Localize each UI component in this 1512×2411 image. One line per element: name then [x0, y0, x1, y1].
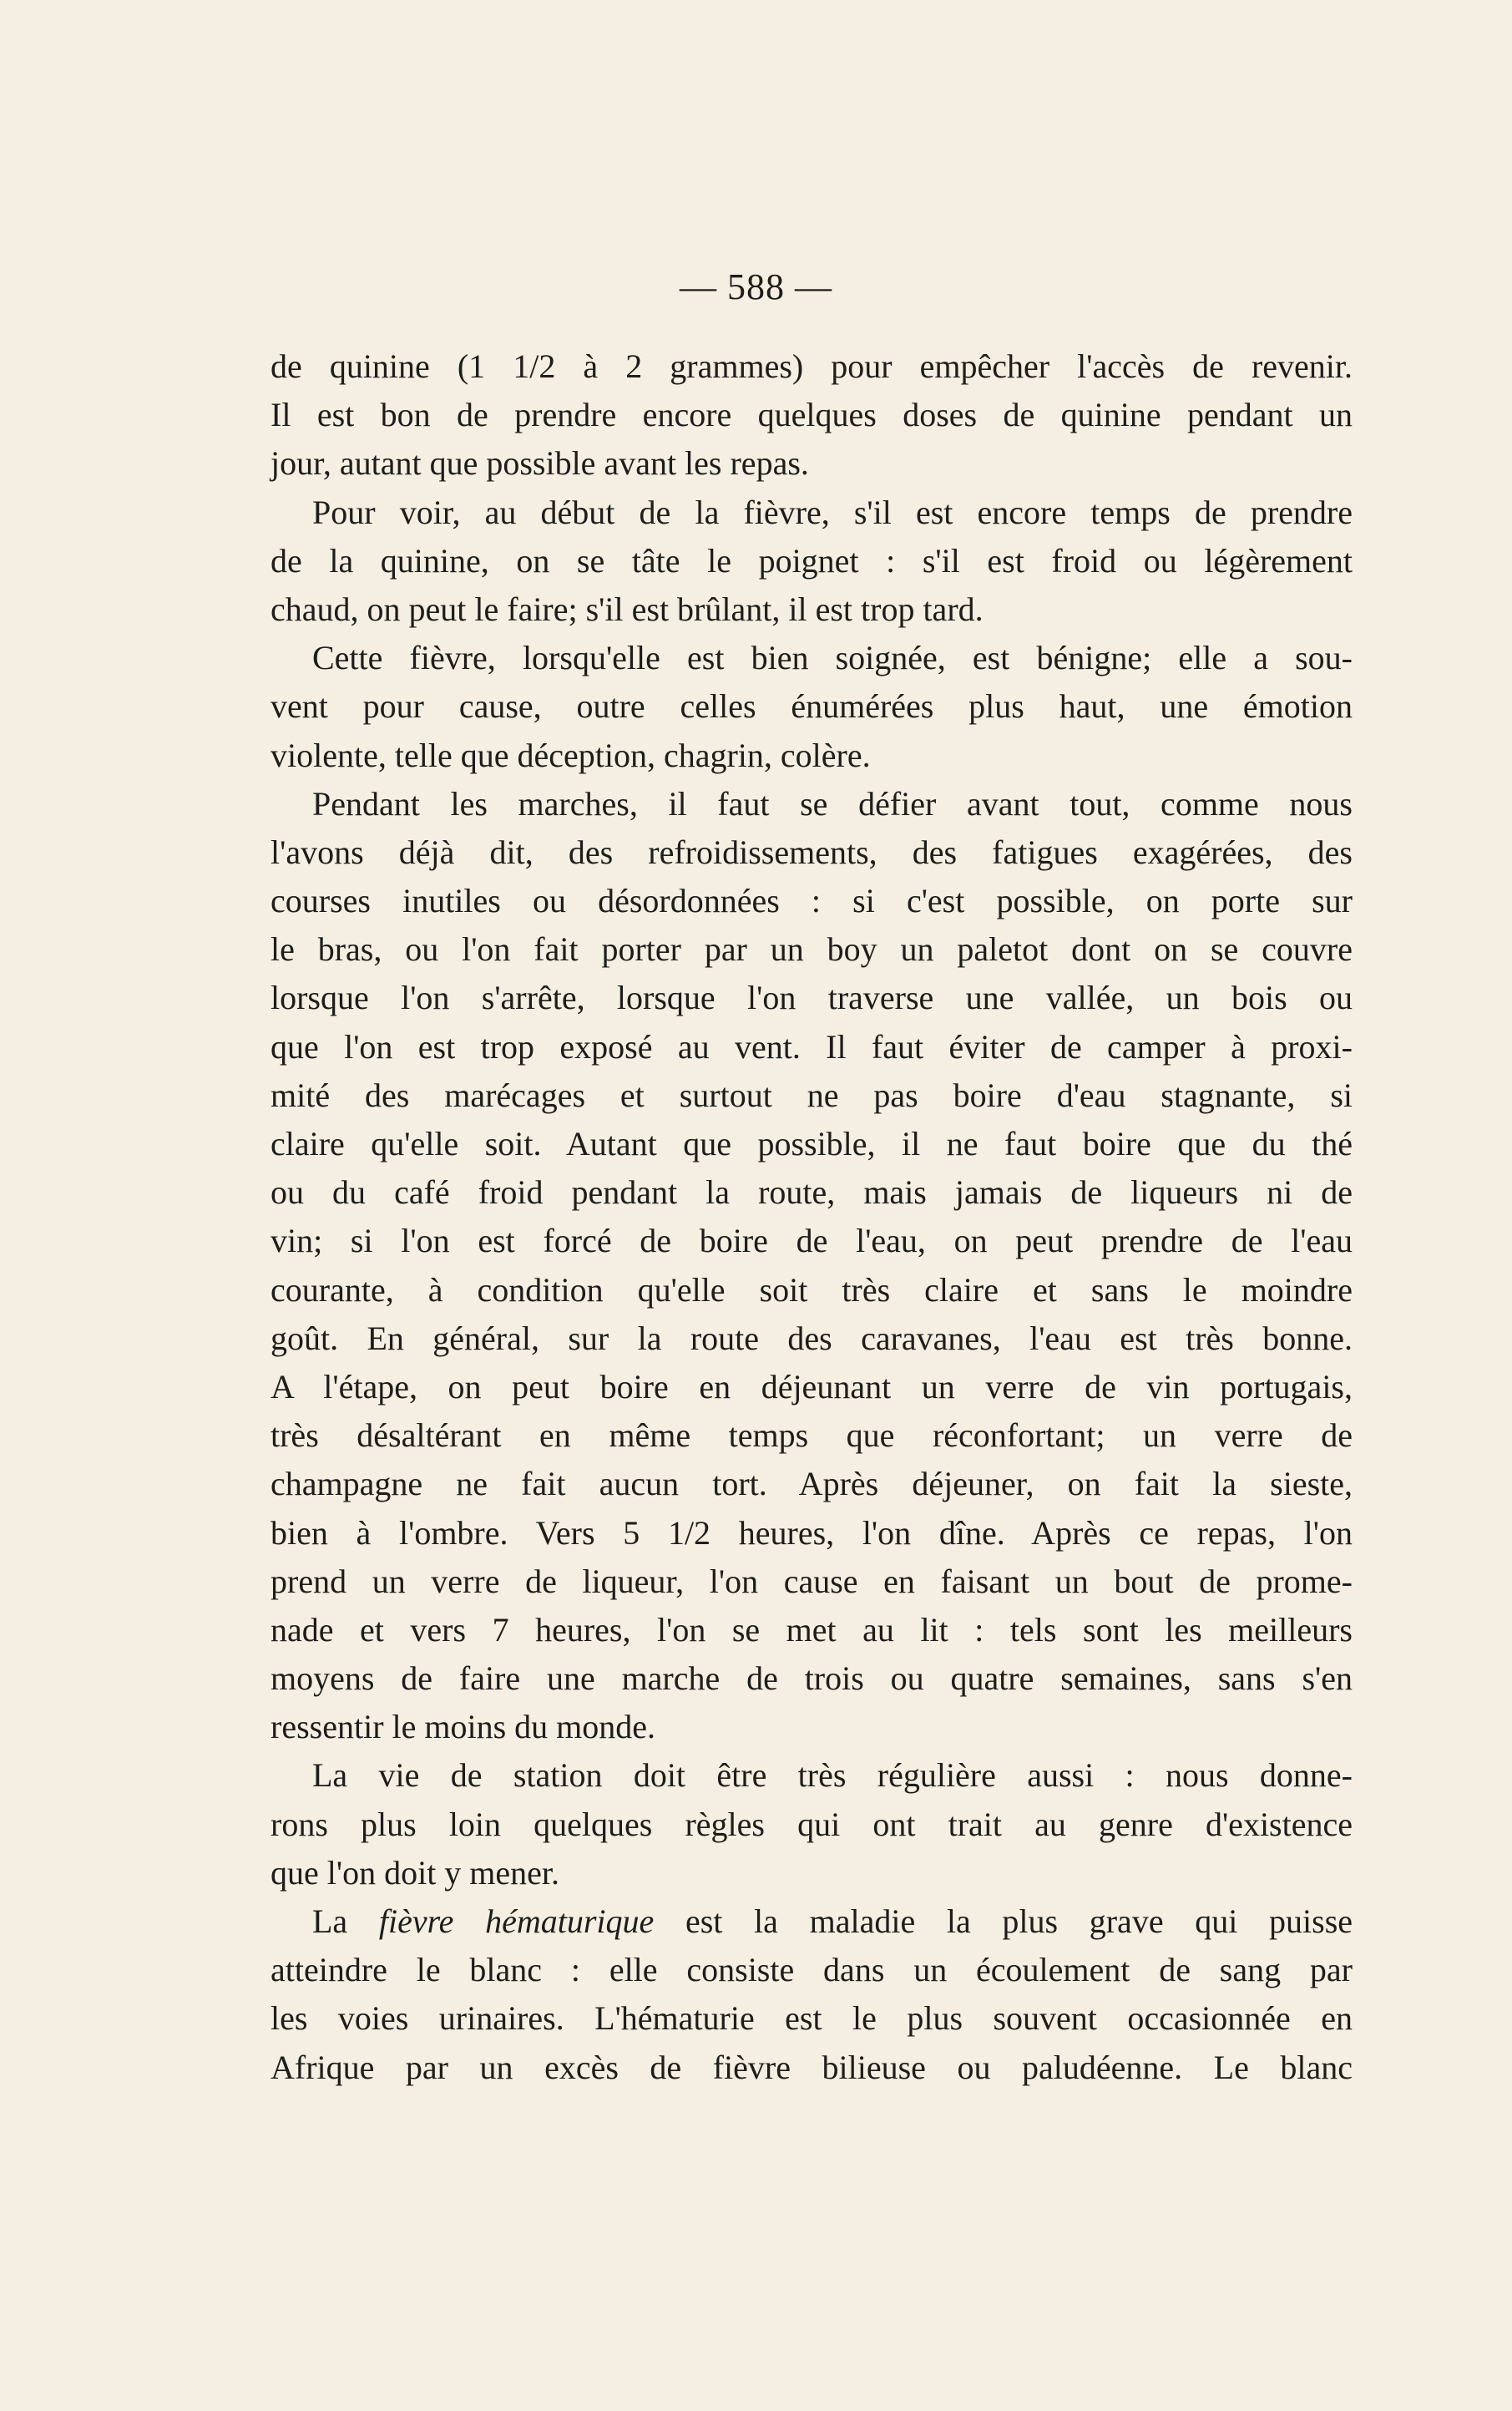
text-line: lorsque l'on s'arrête, lorsque l'on traverse une vallée, un bois ou	[271, 979, 1353, 1017]
text-line: les voies urinaires. L'hématurie est le plus souvent occasionnée en	[271, 1999, 1353, 2038]
text-line: Pour voir, au début de la fièvre, s'il est encore temps de prendre	[312, 493, 1353, 531]
text-line: violente, telle que déception, chagrin, colère.	[271, 736, 871, 774]
text-line: vin; si l'on est forcé de boire de l'eau, on peut prendre de l'eau	[271, 1222, 1353, 1260]
text-line: Pendant les marches, il faut se défier avant tout, comme nous	[312, 784, 1353, 823]
text-line: très désaltérant en même temps que réconfortant; un verre de	[271, 1416, 1353, 1455]
text-fragment: La	[312, 1902, 379, 1940]
text-line: nade et vers 7 heures, l'on se met au lit : tels sont les meilleurs	[271, 1610, 1353, 1649]
text-line: le bras, ou l'on fait porter par un boy un paletot dont on se couvre	[271, 930, 1353, 969]
text-line: ou du café froid pendant la route, mais jamais de liqueurs ni de	[271, 1173, 1353, 1212]
text-line: champagne ne fait aucun tort. Après déjeuner, on fait la sieste,	[271, 1465, 1353, 1503]
text-line: de la quinine, on se tâte le poignet : s'il est froid ou légèrement	[271, 541, 1353, 580]
text-line: prend un verre de liqueur, l'on cause en faisant un bout de prome-	[271, 1562, 1353, 1600]
text-line: vent pour cause, outre celles énumérées plus haut, une émotion	[271, 687, 1353, 726]
text-fragment: est la maladie la plus grave qui puisse	[654, 1902, 1353, 1940]
text-line: courses inutiles ou désordonnées : si c'est possible, on porte sur	[271, 882, 1353, 920]
text-line: rons plus loin quelques règles qui ont trait au genre d'existence	[271, 1805, 1353, 1843]
body-text	[271, 342, 1353, 2092]
text-line: que l'on est trop exposé au vent. Il faut éviter de camper à proxi-	[271, 1027, 1353, 1066]
text-line: courante, à condition qu'elle soit très claire et sans le moindre	[271, 1270, 1353, 1309]
text-line: de quinine (1 1/2 à 2 grammes) pour empêcher l'accès de revenir.	[271, 347, 1353, 385]
page-number: — 588 —	[680, 266, 832, 307]
text-line: l'avons déjà dit, des refroidissements, des fatigues exagérées, des	[271, 833, 1353, 871]
text-line: Afrique par un excès de fièvre bilieuse ou paludéenne. Le blanc	[271, 2048, 1353, 2086]
text-line: chaud, on peut le faire; s'il est brûlant, il est trop tard.	[271, 590, 984, 628]
text-line: claire qu'elle soit. Autant que possible, il ne faut boire que du thé	[271, 1125, 1353, 1162]
text-line: A l'étape, on peut boire en déjeunant un verre de vin portugais,	[271, 1367, 1353, 1406]
text-line-with-emphasis	[271, 1897, 1353, 1946]
text-line: Il est bon de prendre encore quelques doses de quinine pendant un	[271, 396, 1353, 434]
text-line: mité des marécages et surtout ne pas boire d'eau stagnante, si	[271, 1076, 1353, 1114]
text-line: ressentir le moins du monde.	[271, 1708, 656, 1746]
text-line: bien à l'ombre. Vers 5 1/2 heures, l'on dîne. Après ce repas, l'on	[271, 1513, 1353, 1552]
text-line: atteindre le blanc : elle consiste dans un écoulement de sang par	[271, 1951, 1353, 1989]
text-line: que l'on doit y mener.	[271, 1853, 560, 1892]
text-line: jour, autant que possible avant les repas.	[271, 444, 809, 483]
text-line: moyens de faire une marche de trois ou quatre semaines, sans s'en	[271, 1659, 1353, 1698]
text-line: goût. En général, sur la route des caravanes, l'eau est très bonne.	[271, 1319, 1353, 1357]
text-line: Cette fièvre, lorsqu'elle est bien soignée, est bénigne; elle a sou-	[312, 639, 1353, 677]
text-line: La vie de station doit être très régulière aussi : nous donne-	[312, 1756, 1353, 1795]
emphasized-term: fièvre hématurique	[378, 1902, 655, 1940]
